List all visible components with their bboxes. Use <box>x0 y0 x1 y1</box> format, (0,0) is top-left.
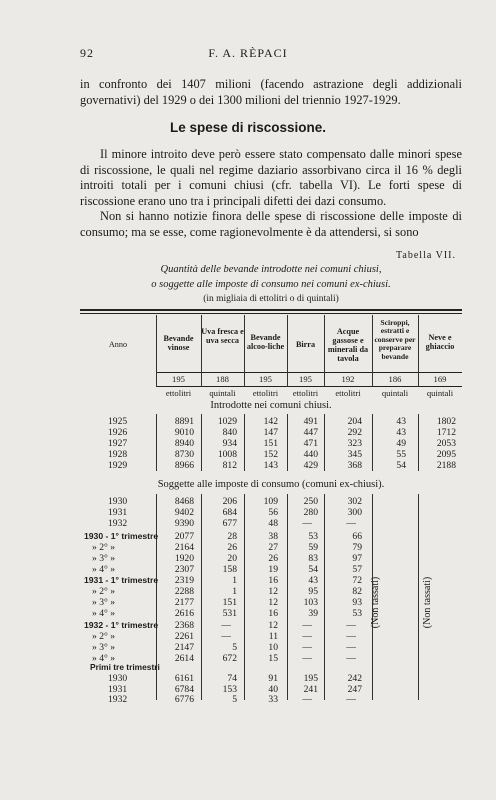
value-cell: 142 <box>263 416 278 427</box>
paragraph-2: Non si hanno notizie finora delle spese di riscossione delle imposte di consumo; ma se esse, come ragionevolmente è da attendersi, si sono <box>80 209 462 239</box>
period-cell: 1931 <box>108 507 128 518</box>
value-cell: 53 <box>352 608 362 619</box>
value-cell: — <box>346 653 356 664</box>
value-cell: 27 <box>268 542 278 553</box>
value-cell: 12 <box>268 620 278 631</box>
value-cell: 16 <box>268 608 278 619</box>
value-cell: 109 <box>263 496 278 507</box>
value-cell: — <box>346 518 356 529</box>
page-number: 92 <box>80 46 94 60</box>
value-cell: 55 <box>396 449 406 460</box>
value-cell: — <box>346 642 356 653</box>
value-cell: 83 <box>308 553 318 564</box>
value-cell: 1802 <box>436 416 456 427</box>
value-cell: 195 <box>303 673 318 684</box>
value-cell: — <box>346 694 356 705</box>
column-code: 192 <box>341 374 355 384</box>
value-cell: 302 <box>347 496 362 507</box>
value-cell: 2188 <box>436 460 456 471</box>
value-cell: 93 <box>352 597 362 608</box>
value-cell: — <box>302 694 312 705</box>
value-cell: — <box>302 631 312 642</box>
column-code: 169 <box>433 374 447 384</box>
period-cell: 1931 <box>108 684 128 695</box>
value-cell: 292 <box>347 427 362 438</box>
value-cell: 8940 <box>174 438 194 449</box>
period-cell: » 2° » <box>92 586 116 597</box>
value-cell: 147 <box>263 427 278 438</box>
value-cell: 53 <box>308 531 318 542</box>
column-unit: ettolitri <box>165 388 192 398</box>
value-cell: 152 <box>263 449 278 460</box>
value-cell: 11 <box>268 631 278 642</box>
value-cell: 1029 <box>217 416 237 427</box>
value-cell: 812 <box>222 460 237 471</box>
value-cell: 12 <box>268 586 278 597</box>
value-cell: 48 <box>268 518 278 529</box>
value-cell: — <box>302 620 312 631</box>
value-cell: 43 <box>396 427 406 438</box>
value-cell: 40 <box>268 684 278 695</box>
value-cell: 8891 <box>174 416 194 427</box>
column-header: Birra <box>295 340 316 349</box>
value-cell: 33 <box>268 694 278 705</box>
table-label: Tabella VII. <box>396 250 456 261</box>
value-cell: 43 <box>308 575 318 586</box>
value-cell: 26 <box>268 553 278 564</box>
column-code: 188 <box>216 374 229 384</box>
value-cell: 840 <box>222 427 237 438</box>
value-cell: 16 <box>268 575 278 586</box>
table-caption-line1: Quantità delle bevande introdotte nei comuni chiusi, <box>160 264 382 275</box>
period-cell: 1932 <box>108 694 128 705</box>
table-caption-line2: o soggette alle imposte di consumo nei comuni ex-chiusi. <box>151 279 391 290</box>
value-cell: 151 <box>222 597 237 608</box>
value-cell: 20 <box>227 553 237 564</box>
value-cell: 2164 <box>174 542 194 553</box>
table-top-rule-thin <box>80 313 462 314</box>
period-cell: 1932 <box>108 518 128 529</box>
column-unit: quintali <box>426 388 454 398</box>
column-header: Uva fresca e uva secca <box>201 327 244 345</box>
value-cell: 56 <box>268 507 278 518</box>
value-cell: — <box>221 631 231 642</box>
value-cell: 368 <box>347 460 362 471</box>
value-cell: 2616 <box>174 608 194 619</box>
period-cell: » 4° » <box>92 564 116 575</box>
value-cell: 26 <box>227 542 237 553</box>
value-cell: 103 <box>303 597 318 608</box>
value-cell: 54 <box>308 564 318 575</box>
column-unit: quintali <box>209 388 236 398</box>
value-cell: 143 <box>263 460 278 471</box>
year-cell: 1925 <box>108 416 128 427</box>
column-header: Neve e ghiaccio <box>425 333 455 351</box>
year-cell: 1927 <box>108 438 128 449</box>
value-cell: 59 <box>308 542 318 553</box>
value-cell: — <box>346 620 356 631</box>
value-cell: 74 <box>227 673 237 684</box>
value-cell: 91 <box>268 673 278 684</box>
value-cell: 6776 <box>174 694 194 705</box>
value-cell: 151 <box>263 438 278 449</box>
period-cell: » 2° » <box>92 542 116 553</box>
value-cell: 2077 <box>174 531 194 542</box>
value-cell: — <box>302 653 312 664</box>
column-code: 195 <box>299 374 312 384</box>
section-1-title: Introdotte nei comuni chiusi. <box>210 400 332 411</box>
value-cell: 2614 <box>174 653 194 664</box>
column-header: Bevande alcoo-liche <box>246 333 285 351</box>
value-cell: 19 <box>268 564 278 575</box>
period-cell: 1932 - 1° trimestre <box>84 620 159 630</box>
value-cell: 8730 <box>174 449 194 460</box>
value-cell: 57 <box>352 564 362 575</box>
section-2-title: Soggette alle imposte di consumo (comuni ex-chiusi). <box>157 479 385 490</box>
value-cell: 97 <box>352 553 362 564</box>
value-cell: 9010 <box>174 427 194 438</box>
value-cell: 28 <box>227 531 237 542</box>
value-cell: 5 <box>232 642 237 653</box>
value-cell: 79 <box>352 542 362 553</box>
section-title: Le spese di riscossione. <box>169 120 327 135</box>
value-cell: 1 <box>232 575 237 586</box>
value-cell: 280 <box>303 507 318 518</box>
year-cell: 1929 <box>108 460 128 471</box>
period-cell: » 3° » <box>92 553 116 564</box>
value-cell: 1712 <box>436 427 456 438</box>
not-taxed-note: (Non tassati) <box>422 576 434 629</box>
value-cell: 54 <box>396 460 406 471</box>
value-cell: 8966 <box>174 460 194 471</box>
period-cell: » 4° » <box>92 608 116 619</box>
value-cell: 6784 <box>174 684 194 695</box>
value-cell: 2053 <box>436 438 456 449</box>
column-code: 195 <box>259 374 272 384</box>
value-cell: 15 <box>268 653 278 664</box>
value-cell: 247 <box>347 684 362 695</box>
value-cell: 2177 <box>174 597 194 608</box>
column-header: Acque gassose e minerali da tavola <box>327 327 369 363</box>
column-header: Anno <box>108 340 128 349</box>
period-cell: Primi tre trimestri <box>90 662 160 672</box>
period-cell: » 2° » <box>92 631 116 642</box>
running-title: F. A. RÈPACI <box>208 46 288 60</box>
value-cell: 1920 <box>174 553 194 564</box>
period-cell: » 3° » <box>92 597 116 608</box>
period-cell: » 4° » <box>92 653 116 664</box>
value-cell: 491 <box>303 416 318 427</box>
value-cell: 300 <box>347 507 362 518</box>
value-cell: 429 <box>303 460 318 471</box>
value-cell: 39 <box>308 608 318 619</box>
column-code: 186 <box>388 374 402 384</box>
value-cell: 9390 <box>174 518 194 529</box>
period-cell: 1930 - 1° trimestre <box>84 531 159 541</box>
value-cell: 2147 <box>174 642 194 653</box>
value-cell: 672 <box>222 653 237 664</box>
value-cell: 447 <box>303 427 318 438</box>
value-cell: 158 <box>222 564 237 575</box>
value-cell: 1008 <box>217 449 237 460</box>
value-cell: 471 <box>303 438 318 449</box>
column-header: Bevande vinose <box>163 334 194 352</box>
value-cell: — <box>302 642 312 653</box>
period-cell: 1930 <box>108 496 128 507</box>
column-unit: ettolitri <box>252 388 279 398</box>
value-cell: 1 <box>232 586 237 597</box>
value-cell: — <box>302 518 312 529</box>
value-cell: 204 <box>347 416 362 427</box>
value-cell: 250 <box>303 496 318 507</box>
year-cell: 1928 <box>108 449 128 460</box>
value-cell: 323 <box>347 438 362 449</box>
period-cell: 1931 - 1° trimestre <box>84 575 159 585</box>
value-cell: 12 <box>268 597 278 608</box>
value-cell: 72 <box>352 575 362 586</box>
value-cell: — <box>221 620 231 631</box>
value-cell: 2307 <box>174 564 194 575</box>
value-cell: 38 <box>268 531 278 542</box>
value-cell: 10 <box>268 642 278 653</box>
value-cell: 677 <box>222 518 237 529</box>
period-cell: 1930 <box>108 673 128 684</box>
value-cell: — <box>346 631 356 642</box>
value-cell: 684 <box>222 507 237 518</box>
value-cell: 242 <box>347 673 362 684</box>
column-header: Sciroppi, estratti e conserve per preparare bevande <box>374 318 416 361</box>
table-caption-units: (in migliaia di ettolitri o di quintali) <box>203 294 339 304</box>
value-cell: 531 <box>222 608 237 619</box>
value-cell: 2261 <box>174 631 194 642</box>
value-cell: 345 <box>347 449 362 460</box>
value-cell: 206 <box>222 496 237 507</box>
value-cell: 2368 <box>174 620 194 631</box>
column-divider <box>418 494 419 700</box>
value-cell: 8468 <box>174 496 194 507</box>
value-cell: 934 <box>222 438 237 449</box>
value-cell: 2095 <box>436 449 456 460</box>
value-cell: 5 <box>232 694 237 705</box>
column-unit: ettolitri <box>335 388 361 398</box>
value-cell: 9402 <box>174 507 194 518</box>
intro-paragraph: in confronto dei 1407 milioni (facendo astrazione degli addizionali governativi) del 1929 o dei 1300 milioni del triennio 1927-1929. <box>80 77 462 107</box>
value-cell: 6161 <box>174 673 194 684</box>
year-cell: 1926 <box>108 427 128 438</box>
value-cell: 95 <box>308 586 318 597</box>
value-cell: 440 <box>303 449 318 460</box>
column-code: 195 <box>172 374 185 384</box>
value-cell: 66 <box>352 531 362 542</box>
table-top-rule <box>80 309 462 311</box>
not-taxed-note: (Non tassati) <box>370 576 382 629</box>
value-cell: 153 <box>222 684 237 695</box>
value-cell: 82 <box>352 586 362 597</box>
column-unit: quintali <box>381 388 409 398</box>
period-cell: » 3° » <box>92 642 116 653</box>
value-cell: 49 <box>396 438 406 449</box>
body-text <box>80 147 462 240</box>
value-cell: 2288 <box>174 586 194 597</box>
value-cell: 43 <box>396 416 406 427</box>
value-cell: 2319 <box>174 575 194 586</box>
column-unit: ettolitri <box>292 388 319 398</box>
value-cell: 241 <box>303 684 318 695</box>
paragraph-1: Il minore introito deve però essere stato compensato dalle minori spese di riscossione, le quali nel regime daziario assorbivano circa il 16 % degli introiti totali per i comuni chiusi (cfr. tabella VI). Le forti spese di riscossione erano uno tra i principali difetti dei dazi consumo. <box>80 147 462 208</box>
